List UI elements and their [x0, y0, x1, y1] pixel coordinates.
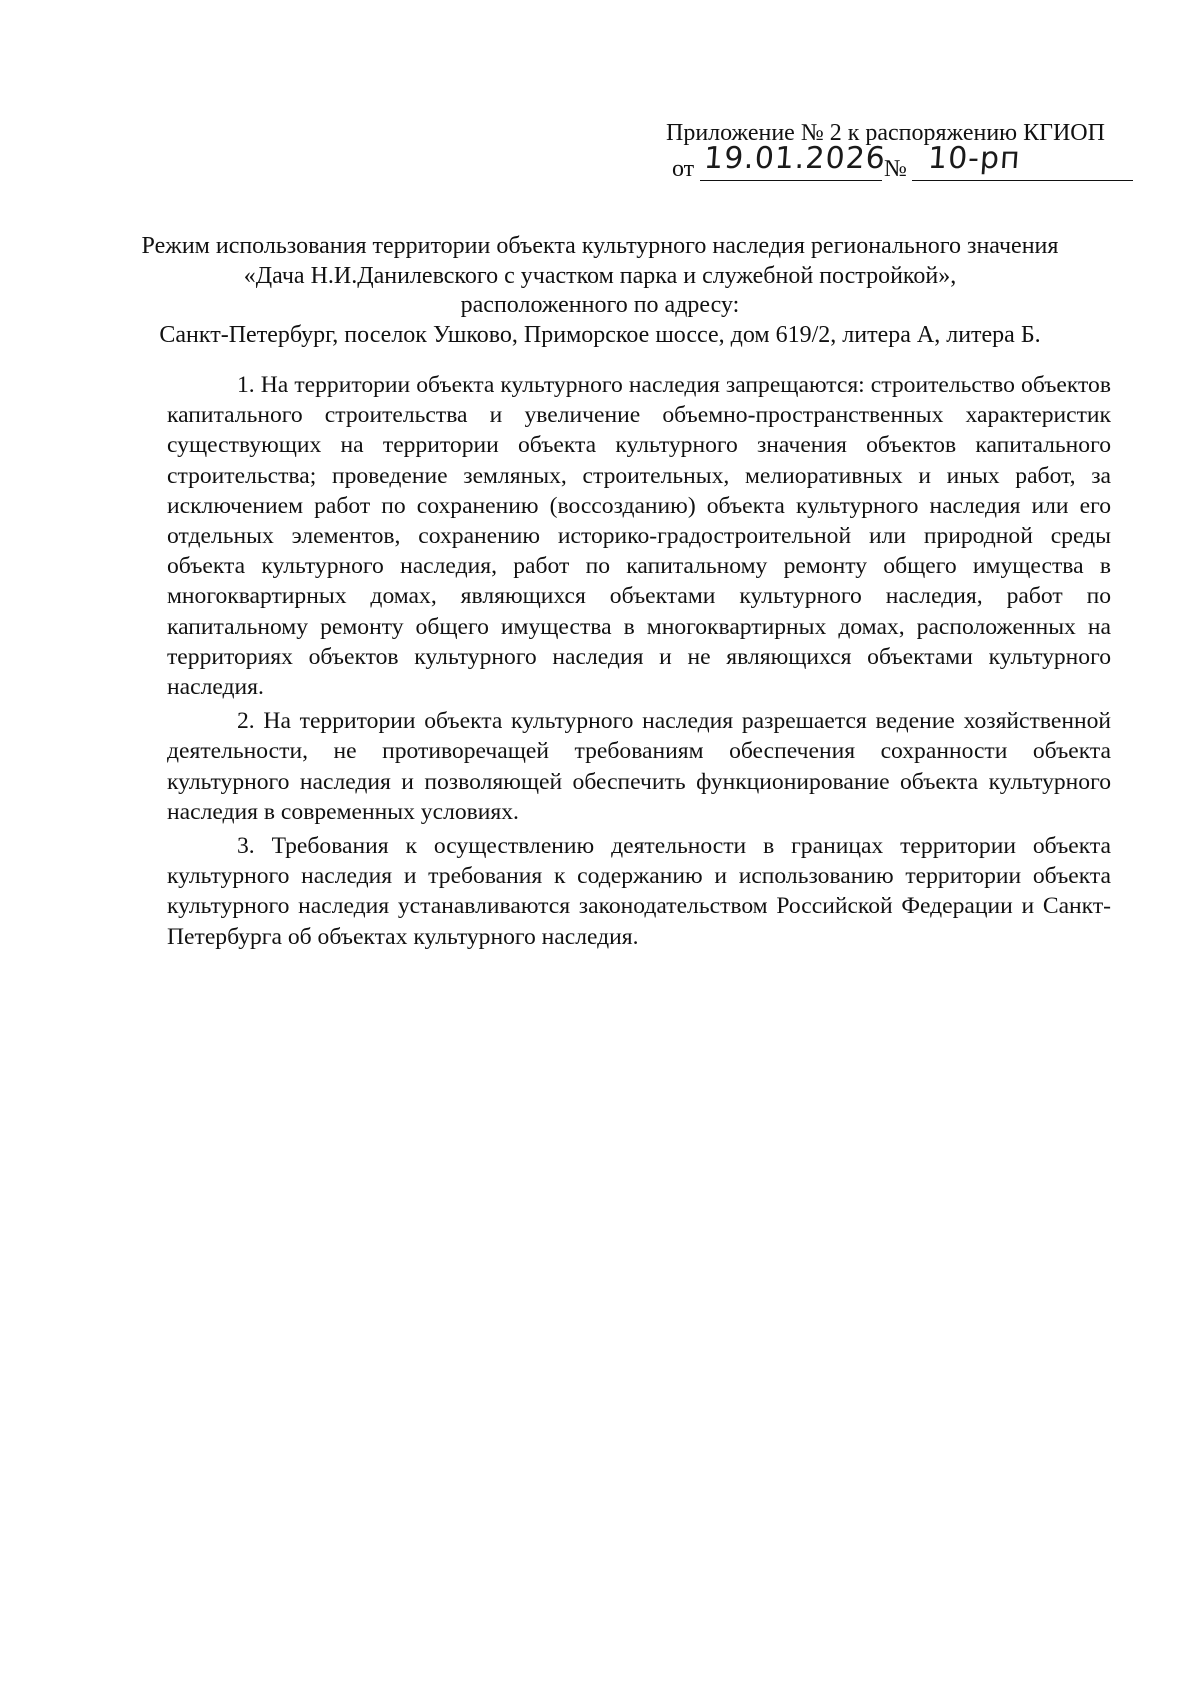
number-label: №	[884, 156, 907, 182]
paragraph-2: 2. На территории объекта культурного наследия разрешается ведение хозяйственной деятельности, не противоречащей требованиям обеспечения сохранности объекта культурного наследия и позволяющей обеспечить функционирование объекта культурного наследия в современных условиях.	[167, 708, 1111, 825]
handwritten-number: 10-рп	[926, 141, 1022, 176]
appendix-header	[666, 118, 1136, 188]
title-line: расположенного по адресу:	[460, 292, 740, 318]
title-address-line: Санкт-Петербург, поселок Ушково, Приморское шоссе, дом 619/2, литера А, литера Б.	[159, 321, 1041, 348]
title-line: «Дача Н.И.Данилевского с участком парка и служебной постройкой»,	[243, 262, 957, 289]
paragraph-1: 1. На территории объекта культурного наследия запрещаются: строительство объектов капитального строительства и увеличение объемно-пространственных характеристик существующих на территории объекта культурного значения объектов капитального строительства; проведение земляных, строительных, мелиоративных и иных работ, за исключением работ по сохранению (воссозданию) объекта культурного наследия или его отдельных элементов, сохранению историко-градостроительной или природной среды объекта культурного наследия, работ по капитальному ремонту общего имущества в многоквартирных домах, являющихся объектами культурного наследия, работ по капитальному ремонту общего имущества в многоквартирных домах, расположенных на территориях объектов культурного наследия и не являющихся объектами культурного наследия.	[167, 372, 1111, 701]
document-body	[167, 370, 1111, 956]
title-line: Режим использования территории объекта культурного наследия регионального значения	[141, 233, 1059, 259]
handwritten-date: 19.01.2026	[702, 141, 888, 176]
appendix-title: Приложение № 2 к распоряжению КГИОП	[666, 120, 1105, 146]
document-title	[120, 232, 1080, 350]
number-underline	[912, 180, 1133, 181]
appendix-reference	[666, 141, 1136, 188]
date-underline	[700, 180, 882, 181]
date-label: от	[672, 156, 695, 182]
paragraph-3: 3. Требования к осуществлению деятельности в границах территории объекта культурного наследия и требования к содержанию и использованию территории объекта культурного наследия устанавливаются законодательством Российской Федерации и Санкт-Петербурга об объектах культурного наследия.	[167, 833, 1111, 950]
